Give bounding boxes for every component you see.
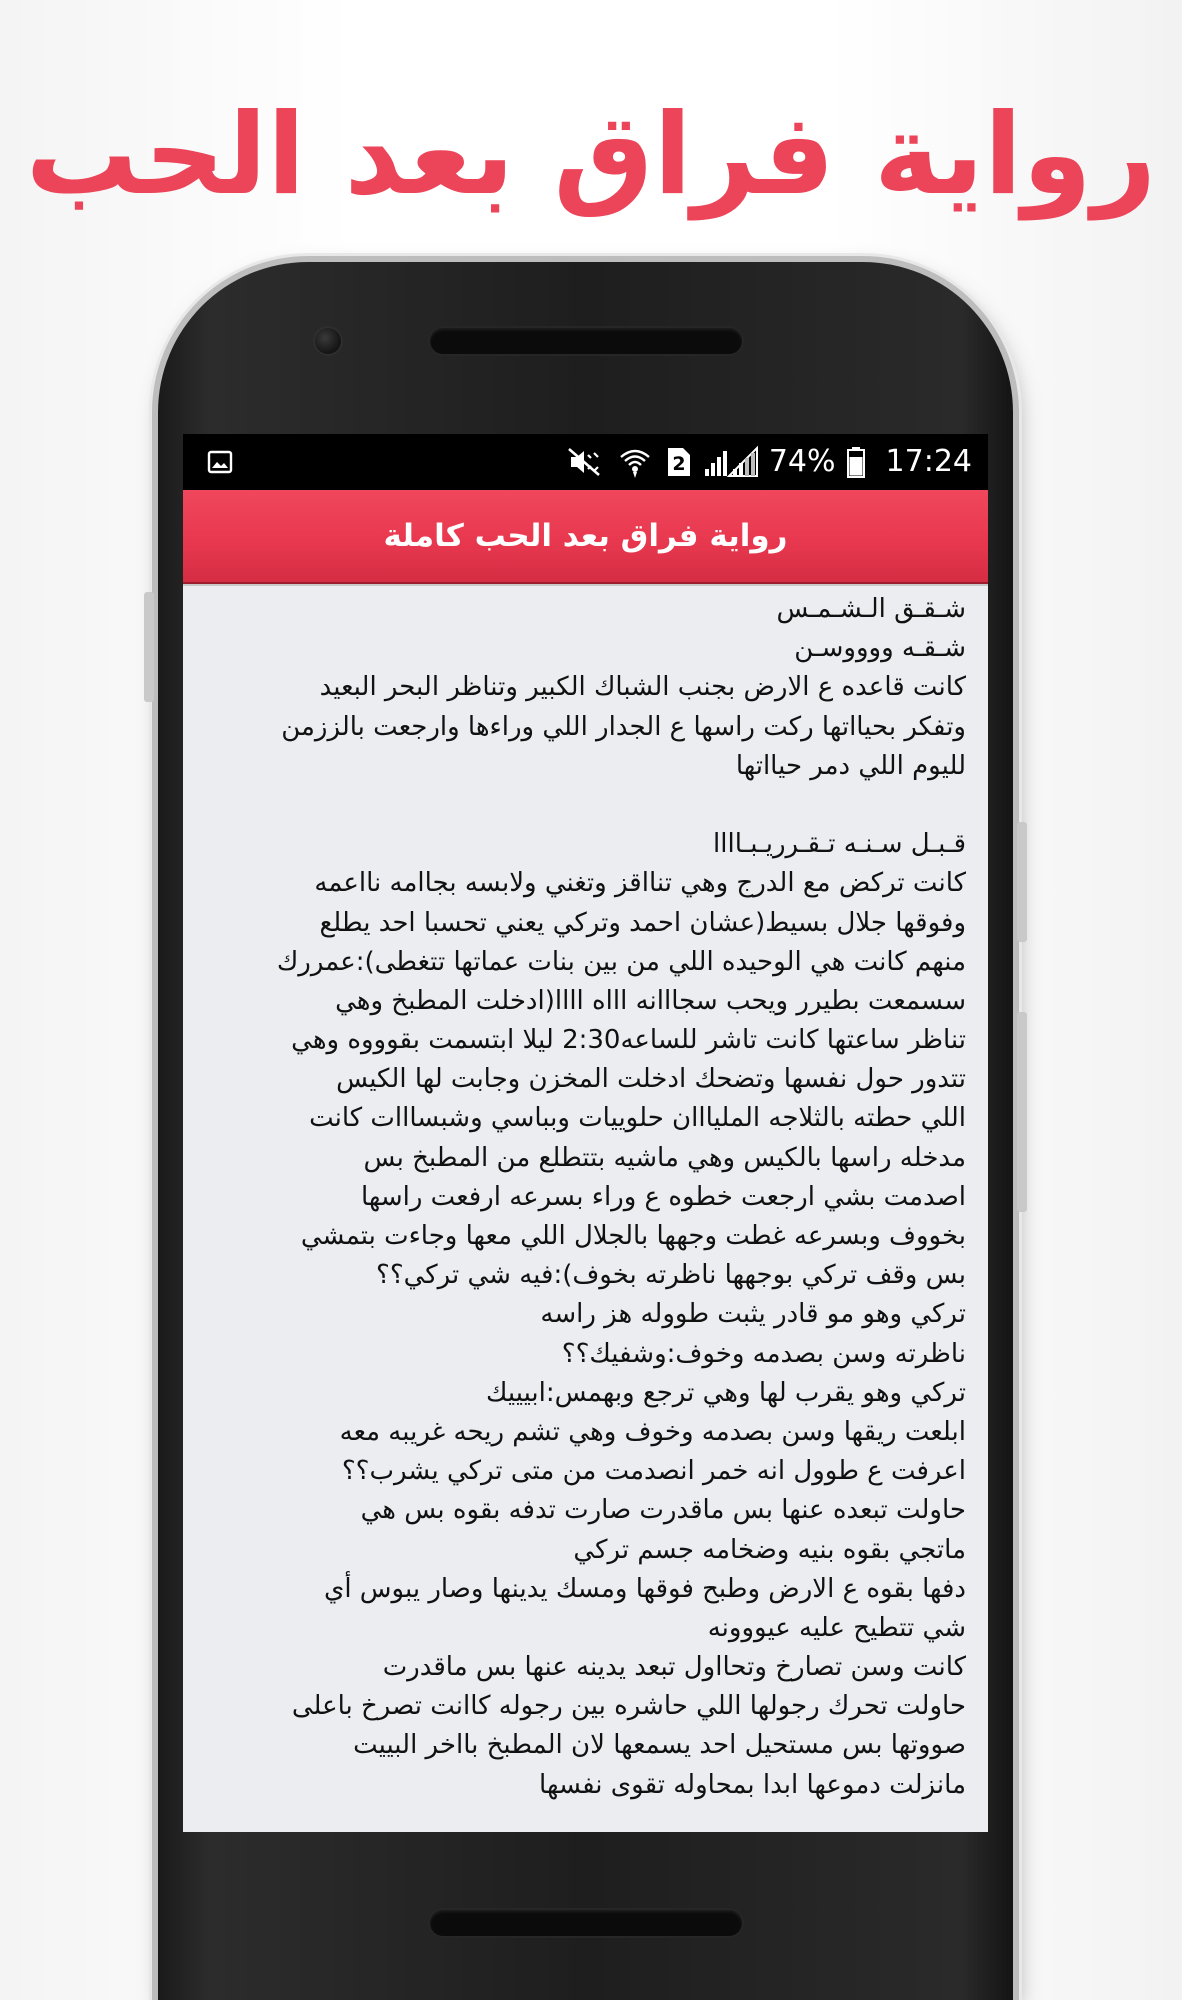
bottom-speaker — [430, 1910, 742, 1936]
story-line: اعرفت ع طوول انه خمر انصدمت من متى تركي يشرب؟؟ — [341, 1456, 966, 1487]
status-bar — [183, 434, 988, 490]
wifi-icon — [615, 445, 655, 479]
story-line: اللي حطته بالثلاجه المليااان حلوييات وبباسي وشبسااات كانت — [309, 1103, 966, 1134]
story-line: صووتها بس مستحيل احد يسمعها لان المطبخ بااخر البييت — [353, 1730, 966, 1761]
story-line: تناظر ساعتها كانت تاشر للساعه2:30 ليلا ابتسمت بقوووه وهي — [291, 1025, 966, 1056]
story-line: ناظرته وسن بصدمه وخوف:وشفيك؟؟ — [561, 1338, 966, 1369]
story-line: تركي وهو مو قادر يثبت طووله هز راسه — [540, 1299, 966, 1330]
story-line: كانت تركض مع الدرج وهي تنااقز وتغني ولابسه بجاامه نااعمه — [314, 868, 966, 899]
story-line: تركي وهو يقرب لها وهي ترجع وبهمس:ابيييك — [485, 1377, 966, 1408]
story-line: حاولت تبعده عنها بس ماقدرت صارت تدفه بقوه بس هي — [360, 1495, 966, 1526]
story-line: حاولت تحرك رجولها اللي حاشره بين رجوله كاانت تصرخ باعلى — [291, 1691, 966, 1722]
battery-icon — [846, 445, 866, 479]
phone-volume-button — [1017, 822, 1027, 942]
app-bar-title: رواية فراق بعد الحب كاملة — [383, 518, 788, 554]
promo-title: رواية فراق بعد الحب — [25, 90, 1157, 220]
story-line: قـبـل سـنـه تـقـرريـبـاااا — [713, 829, 966, 860]
story-line: اصدمت بشي ارجعت خطوه ع وراء بسرعه ارفعت راسها — [360, 1181, 966, 1212]
story-line: سسمعت بطيرر ويحب سجااانه اااه اااا(ادخلت المطبخ وهي — [335, 985, 966, 1016]
front-camera — [313, 326, 343, 356]
phone-power-button — [1017, 1012, 1027, 1212]
story-line: كانت قاعده ع الارض بجنب الشباك الكبير وتناظر البحر البعيد — [319, 672, 966, 703]
story-line: لليوم اللي دمر حيااتها — [735, 750, 966, 781]
story-line: ابلعت ريقها وسن بصدمه وخوف وهي تشم ريحه غريبه معه — [339, 1416, 966, 1447]
story-line — [205, 786, 966, 825]
story-line: بس وقف تركي بوجهها ناظرته بخوف):فيه شي تركي؟؟ — [376, 1260, 966, 1291]
story-line: كانت وسن تصارخ وتحااول تبعد يدينه عنها بس ماقدرت — [382, 1652, 966, 1683]
story-line: شـقـق الـشـمـس — [776, 594, 966, 624]
story-line: تتدور حول نفسها وتضحك ادخلت المخزن وجابت لها الكيس — [336, 1064, 966, 1095]
app-bar — [183, 490, 988, 584]
signal-icon — [703, 445, 759, 479]
phone-side-button — [144, 592, 154, 702]
story-line: بخووف وبسرعه غطت وجهها بالجلال اللي معها وجاءت بتمشي — [300, 1221, 966, 1251]
story-line: وتفكر بحيااتها ركت راسها ع الجدار اللي وراءها وارجعت بالززمن — [281, 711, 966, 742]
story-line: منهم كانت هي الوحيده اللي من بين بنات عماتها تتغطى):عمررك — [276, 946, 966, 977]
story-line: شي تتطيح عليه عيووونه — [707, 1612, 966, 1643]
story-line: مانزلت دموعها ابدا بمحاوله تقوى نفسها — [539, 1769, 966, 1800]
phone-frame — [158, 262, 1013, 2000]
phone-screen — [183, 434, 988, 1832]
story-text — [183, 586, 988, 1805]
story-line: وفوقها جلال بسيط(عشان احمد وتركي يعني تحسبا احد يطلع — [319, 907, 966, 938]
mute-icon — [565, 445, 605, 479]
story-line: ماتجي بقوه بنيه وضخامه جسم تركي — [573, 1534, 966, 1565]
battery-percent: 74% — [768, 444, 836, 479]
status-icons — [565, 434, 972, 490]
story-line: دفها بقوه ع الارض وطبح فوقها ومسك يدينها وصار يبوس أي — [323, 1573, 966, 1604]
earpiece-speaker — [430, 328, 742, 354]
story-content[interactable] — [183, 584, 988, 1832]
sim-2-icon — [665, 445, 693, 479]
status-time: 17:24 — [885, 444, 972, 479]
sim-badge-text: 2 — [672, 453, 686, 475]
story-line: شـقـه ووووسـن — [794, 633, 966, 664]
story-line: مدخله راسها بالكيس وهي ماشيه بتتطلع من المطبخ بس — [363, 1142, 966, 1173]
image-notification-icon — [207, 450, 233, 474]
